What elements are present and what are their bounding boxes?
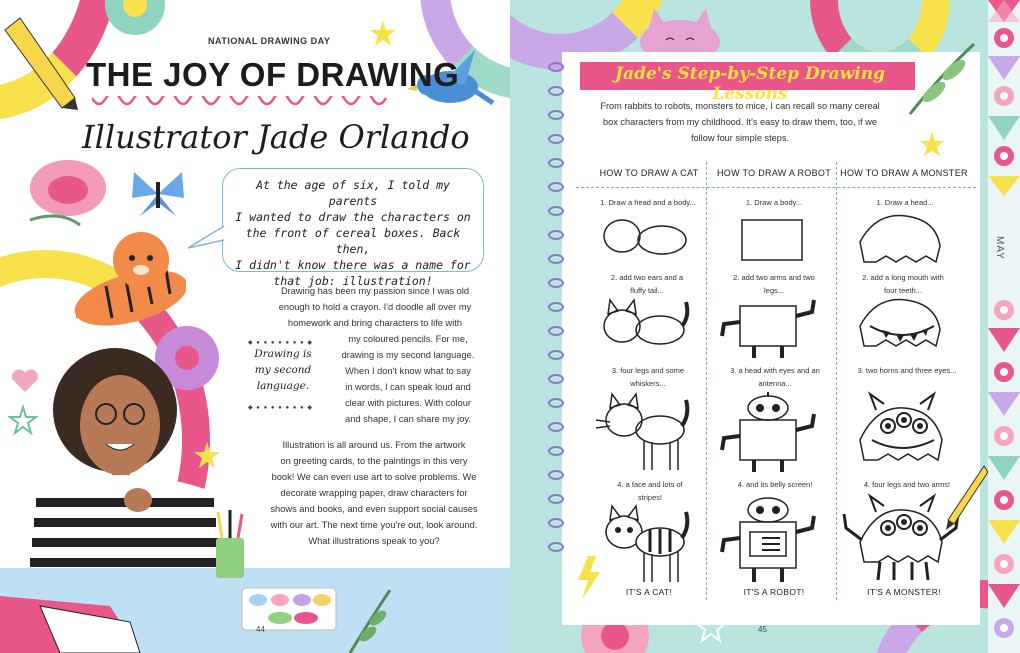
cat-step-1: 1. Draw a head and a body... [600, 198, 696, 207]
spiral-coil [548, 230, 564, 240]
monster-step-4: 4. four legs and two arms! [863, 480, 951, 489]
spiral-coil [548, 134, 564, 144]
quote-line: that job: illustration! [273, 274, 433, 288]
spiral-coil [548, 206, 564, 216]
paragraph-line: clear with pictures. With colour [344, 398, 472, 408]
paragraph-line: Drawing has been my passion since I was old [280, 286, 470, 296]
pull-quote-rule: ◆ ● ● ● ● ● ● ● ◆ [248, 405, 313, 410]
spiral-coil [548, 350, 564, 360]
pattern-strip-bottom [988, 296, 1020, 653]
paragraph-line: my coloured pencils. For me, [348, 334, 468, 344]
pull-quote: Drawing is my second language. [254, 348, 312, 392]
monster-step-1-drawing [856, 212, 946, 268]
cat-step-3-drawing [594, 390, 694, 474]
robot-step-1: 1. Draw a body... [745, 198, 803, 207]
spiral-coil [548, 254, 564, 264]
monster-step-2: 2. add a long mouth with four teeth... [862, 273, 944, 295]
paint-palette-icon [240, 584, 340, 634]
star-icon [918, 130, 946, 158]
illustrator-portrait [20, 340, 230, 580]
intro-line: follow four simple steps. [690, 133, 790, 143]
spiral-coil [548, 494, 564, 504]
cat-step-4: 4. a face and lots of stripes! [617, 480, 683, 502]
robot-result: IT'S A ROBOT! [743, 587, 805, 597]
spiral-coil [548, 302, 564, 312]
page-number: 44 [256, 625, 265, 634]
quote-line: the front of cereal boxes. Back then, [245, 226, 461, 256]
star-icon [368, 18, 398, 48]
paragraph-line: in words, I can speak loud and [345, 382, 471, 392]
pencil-icon [0, 10, 80, 110]
lightning-icon [574, 556, 604, 600]
kicker-label: NATIONAL DRAWING DAY [208, 36, 331, 46]
paragraph-line: with our art. The next time you're out, look around. [270, 520, 478, 530]
cat-step-2-drawing [600, 296, 700, 352]
pink-flower-icon [20, 150, 110, 230]
spiral-coil [548, 182, 564, 192]
cat-step-3: 3. four legs and some whiskers... [611, 366, 685, 388]
paragraph-line: shows and books, and even support social causes [270, 504, 478, 514]
leaves-icon [340, 590, 420, 653]
monster-result: IT'S A MONSTER! [867, 587, 941, 597]
spiral-coil [548, 446, 564, 456]
column-heading-monster: HOW TO DRAW A MONSTER [840, 168, 968, 178]
pencil-icon [944, 462, 988, 532]
page-number: 45 [758, 625, 767, 634]
dashed-divider [836, 162, 837, 600]
cat-step-2: 2. add two ears and a fluffy tail... [610, 273, 684, 295]
spiral-coil [548, 158, 564, 168]
cat-step-1-drawing [600, 214, 690, 264]
star-outline-icon [694, 610, 728, 644]
spiral-coil [548, 542, 564, 552]
quote-line: I wanted to draw the characters on [235, 210, 471, 224]
paragraph-line: book! We can even use art to solve problems. We [271, 472, 477, 482]
quote-line: I didn't know there was a name for [235, 258, 471, 272]
dashed-divider [576, 187, 976, 188]
quote-line: At the age of six, I told my parents [256, 178, 450, 208]
paragraph-line: enough to hold a crayon. I'd doodle all over my [278, 302, 472, 312]
pencil-cup-icon [210, 510, 250, 580]
paragraph-line: on greeting cards, to the paintings in this very [280, 456, 468, 466]
sketchbook-icon [0, 596, 150, 653]
spiral-coil [548, 86, 564, 96]
spiral-coil [548, 326, 564, 336]
butterfly-icon [128, 168, 188, 220]
spiral-coil [548, 398, 564, 408]
robot-step-4: 4. and its belly screen! [737, 480, 813, 489]
intro-paragraph [590, 98, 890, 146]
scallop-divider [92, 96, 392, 110]
column-heading-cat: HOW TO DRAW A CAT [599, 168, 699, 178]
monster-step-3-drawing [852, 390, 952, 470]
cat-peeking-icon [630, 4, 730, 56]
paragraph-line: What illustrations speak to you? [308, 536, 440, 546]
intro-line: box characters from my childhood. It's easy to draw them, too, if we [603, 117, 877, 127]
column-heading-robot: HOW TO DRAW A ROBOT [716, 168, 832, 178]
paragraph-line: When I don't know what to say [345, 366, 471, 376]
robot-step-2: 2. add two arms and two legs... [733, 273, 815, 295]
robot-step-4-drawing [714, 494, 824, 586]
cat-step-4-drawing [594, 502, 694, 586]
robot-step-3-drawing [714, 392, 824, 476]
monster-step-2-drawing [856, 296, 946, 356]
robot-step-3: 3. a head with eyes and an antenna... [730, 366, 820, 388]
bubble-tail [186, 222, 226, 252]
subtitle: Illustrator Jade Orlando [82, 118, 470, 156]
speech-bubble [222, 168, 484, 288]
spiral-coil [548, 422, 564, 432]
page-title: THE JOY OF DRAWING [86, 56, 460, 93]
paragraph-line: drawing is my second language. [341, 350, 475, 360]
lessons-title: Jade's Step-by-Step Drawing Lessons [615, 64, 885, 104]
dashed-divider [706, 162, 707, 600]
paragraph-line: and shape, I can share my joy. [345, 414, 471, 424]
monster-step-3: 3. two horns and three eyes... [857, 366, 957, 375]
flower-top-icon [90, 0, 180, 40]
robot-step-1-drawing [734, 214, 814, 264]
paragraph-line: decorate wrapping paper, draw characters for [280, 488, 468, 498]
paragraph-line: Illustration is all around us. From the artwork [282, 440, 466, 450]
pattern-strip-top [988, 0, 1020, 200]
intro-line: From rabbits to robots, monsters to mice, I can recall so many cereal [600, 101, 880, 111]
cat-result: IT'S A CAT! [625, 587, 673, 597]
spiral-coil [548, 374, 564, 384]
pull-quote-rule: ◆ ● ● ● ● ● ● ● ◆ [248, 340, 313, 345]
monster-step-1: 1. Draw a head... [876, 198, 934, 207]
spiral-coil [548, 470, 564, 480]
spiral-coil [548, 110, 564, 120]
leaf-icon [900, 36, 980, 116]
spiral-coil [548, 62, 564, 72]
paragraph-line: homework and bring characters to life with [287, 318, 463, 328]
spiral-coil [548, 278, 564, 288]
tiger-illustration [36, 228, 186, 338]
spiral-coil [548, 518, 564, 528]
robot-step-2-drawing [714, 292, 824, 362]
month-label: MAY [994, 236, 1005, 260]
